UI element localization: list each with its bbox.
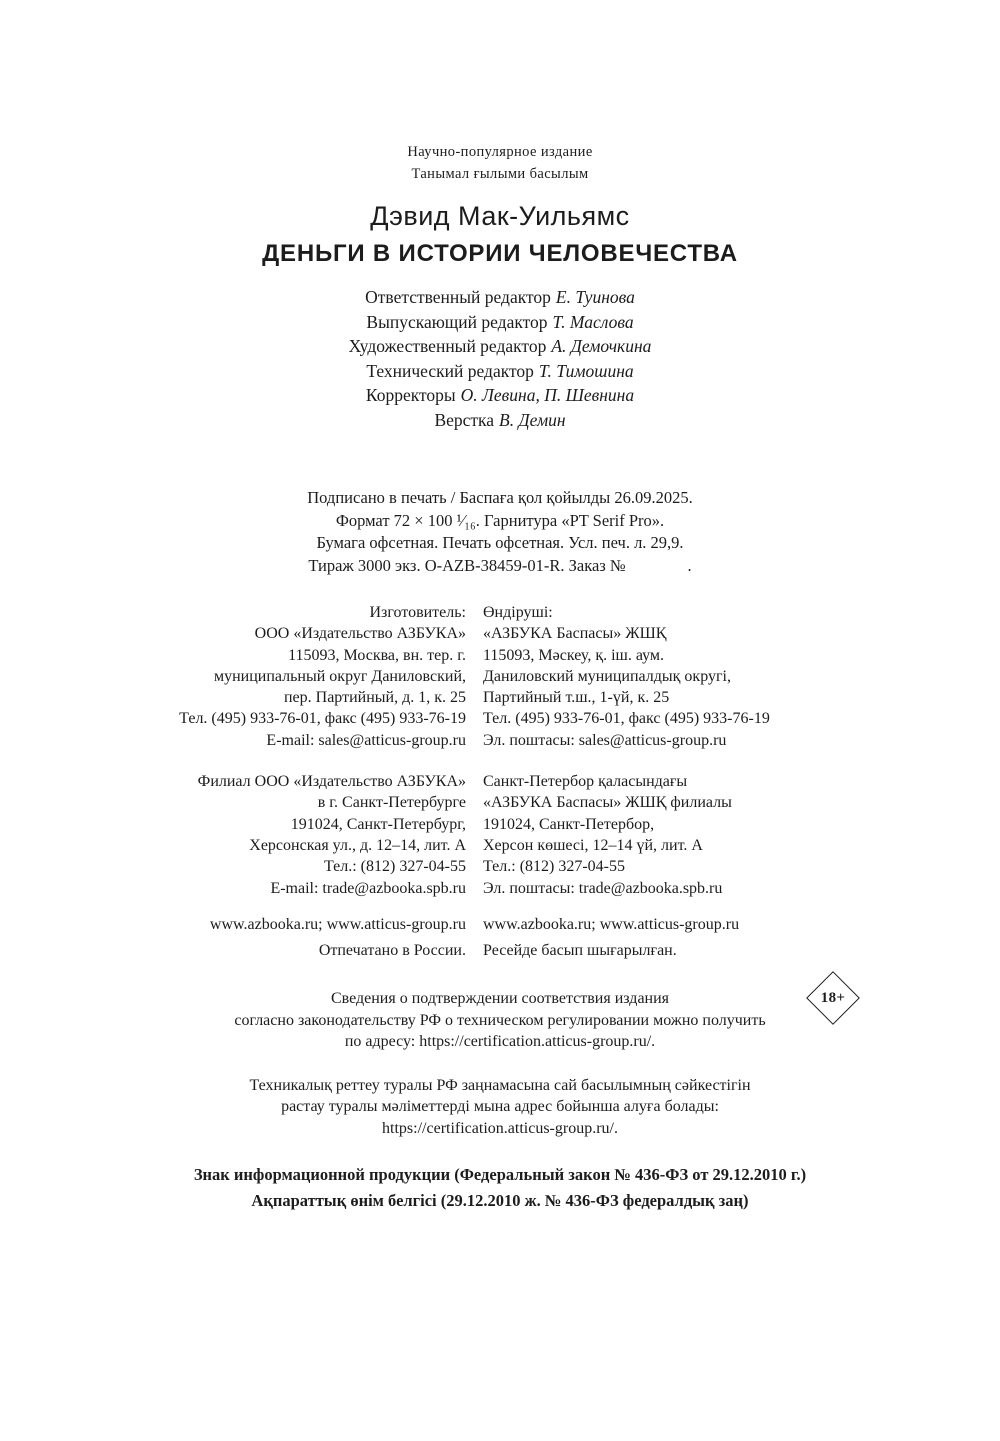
info-product-sign-kz: Ақпараттық өнім белгісі (29.12.2010 ж. № 436-ФЗ федералдық заң) <box>251 1191 749 1211</box>
website-line-kz: www.azbooka.ru; www.atticus-group.ru <box>483 915 740 933</box>
branch-line-ru: в г. Санкт-Петербурге <box>317 794 466 812</box>
branch-column-kz <box>483 771 846 899</box>
credit-line <box>0 359 1000 384</box>
manufacturer-line-kz: Партийный т.ш., 1-үй, к. 25 <box>483 689 670 707</box>
credit-name: Т. Тимошина <box>538 360 634 381</box>
book-title: ДЕНЬГИ В ИСТОРИИ ЧЕЛОВЕЧЕСТВА <box>262 240 738 267</box>
branch-line-ru: Филиал ООО «Издательство АЗБУКА» <box>197 773 466 791</box>
credit-name: А. Демочкина <box>551 336 652 356</box>
credit-role: Верстка <box>434 409 495 430</box>
print-details-line: Тираж 3000 экз. O-AZB-38459-01-R. Заказ № . <box>308 555 692 575</box>
website-block <box>154 914 846 935</box>
certification-line-ru: согласно законодательству РФ о техническом регулировании можно получить <box>234 1011 766 1029</box>
manufacturer-line-kz: 115093, Мәскеу, қ. іш. аум. <box>483 646 665 664</box>
credit-name: В. Демин <box>499 409 566 430</box>
credit-name: Т. Маслова <box>552 311 634 332</box>
manufacturer-line-ru: ООО «Издательство АЗБУКА» <box>254 625 466 643</box>
edition-note-ru: Научно-популярное издание <box>407 144 593 160</box>
manufacturer-line-kz: Эл. поштасы: sales@atticus-group.ru <box>483 731 727 749</box>
printed-in-kz: Ресейде басып шығарылған. <box>483 942 677 960</box>
info-product-sign-ru: Знак информационной продукции (Федеральный закон № 436-ФЗ от 29.12.2010 г.) <box>193 1165 807 1185</box>
branch-line-kz: Эл. поштасы: trade@azbooka.spb.ru <box>483 879 723 897</box>
website-line-ru: www.azbooka.ru; www.atticus-group.ru <box>209 915 466 933</box>
certification-line-ru: по адресу: https://certification.atticus-group.ru/. <box>344 1033 656 1051</box>
manufacturer-line-ru: E-mail: sales@atticus-group.ru <box>266 731 466 749</box>
printed-in-ru: Отпечатано в России. <box>318 942 466 960</box>
credit-line <box>0 383 1000 408</box>
credit-line <box>0 334 1000 359</box>
age-rating-badge <box>806 971 860 1025</box>
edition-note-kz: Танымал ғылыми басылым <box>411 166 589 182</box>
credit-line <box>0 408 1000 433</box>
manufacturer-line-kz: Тел. (495) 933-76-01, факс (495) 933-76-19 <box>483 710 770 728</box>
branch-line-ru: E-mail: trade@azbooka.spb.ru <box>270 879 466 897</box>
certification-line-kz: https://certification.atticus-group.ru/. <box>382 1119 618 1137</box>
credit-role: Художественный редактор <box>348 336 547 356</box>
manufacturer-line-ru: Изготовитель: <box>369 604 466 621</box>
branch-block <box>154 771 846 899</box>
credit-line <box>0 310 1000 335</box>
credit-role: Выпускающий редактор <box>366 311 548 332</box>
credit-role: Технический редактор <box>366 360 534 381</box>
branch-line-kz: «АЗБУКА Баспасы» ЖШҚ филиалы <box>483 794 732 812</box>
manufacturer-line-kz: «АЗБУКА Баспасы» ЖШҚ <box>483 625 667 643</box>
manufacturer-line-ru: пер. Партийный, д. 1, к. 25 <box>283 689 466 707</box>
branch-column-ru <box>154 771 466 899</box>
certification-line-kz: растау туралы мәліметтерді мына адрес бойынша алуға болады: <box>281 1098 719 1116</box>
certification-note-kz <box>0 1075 1000 1140</box>
credit-line <box>0 285 1000 310</box>
branch-line-kz: 191024, Санкт-Петербор, <box>483 815 655 833</box>
manufacturer-line-ru: муниципальный округ Даниловский, <box>213 667 466 685</box>
certification-line-kz: Техникалық реттеу туралы РФ заңнамасына сай басылымның сәйкестігін <box>249 1076 751 1094</box>
print-details <box>0 487 1000 577</box>
credit-role: Корректоры <box>365 385 456 405</box>
manufacturer-line-kz: Даниловский муниципалдық округі, <box>483 667 731 685</box>
credit-name: Е. Туинова <box>555 287 635 307</box>
manufacturer-line-ru: 115093, Москва, вн. тер. г. <box>288 646 466 664</box>
manufacturer-column-ru <box>154 602 466 751</box>
branch-line-kz: Санкт-Петербор қаласындағы <box>483 773 688 791</box>
manufacturer-block <box>154 602 846 751</box>
author-name: Дэвид Мак-Уильямс <box>370 201 630 231</box>
print-details-line: Формат 72 × 100 ¹⁄₁₆. Гарнитура «PT Serif Pro». <box>335 510 665 530</box>
age-rating-text: 18+ <box>820 989 846 1006</box>
branch-line-kz: Тел.: (812) 327-04-55 <box>483 858 626 876</box>
manufacturer-line-ru: Тел. (495) 933-76-01, факс (495) 933-76-19 <box>179 710 466 728</box>
certification-line-ru: Сведения о подтверждении соответствия издания <box>330 990 670 1008</box>
branch-line-ru: Херсонская ул., д. 12–14, лит. А <box>249 836 466 854</box>
branch-line-ru: 191024, Санкт-Петербург, <box>290 815 466 833</box>
print-details-line: Бумага офсетная. Печать офсетная. Усл. печ. л. 29,9. <box>316 533 684 552</box>
credit-name: О. Левина, П. Шевнина <box>460 385 635 405</box>
print-details-line: Подписано в печать / Баспаға қол қойылды 26.09.2025. <box>307 488 693 507</box>
branch-line-kz: Херсон көшесі, 12–14 үй, лит. А <box>483 836 703 854</box>
staff-credits <box>0 285 1000 432</box>
printed-in-block <box>154 940 846 961</box>
branch-line-ru: Тел.: (812) 327-04-55 <box>323 858 466 876</box>
info-product-sign <box>0 1162 1000 1214</box>
manufacturer-line-kz: Өндіруші: <box>483 604 553 621</box>
manufacturer-column-kz <box>483 602 846 751</box>
credit-role: Ответственный редактор <box>365 287 551 307</box>
